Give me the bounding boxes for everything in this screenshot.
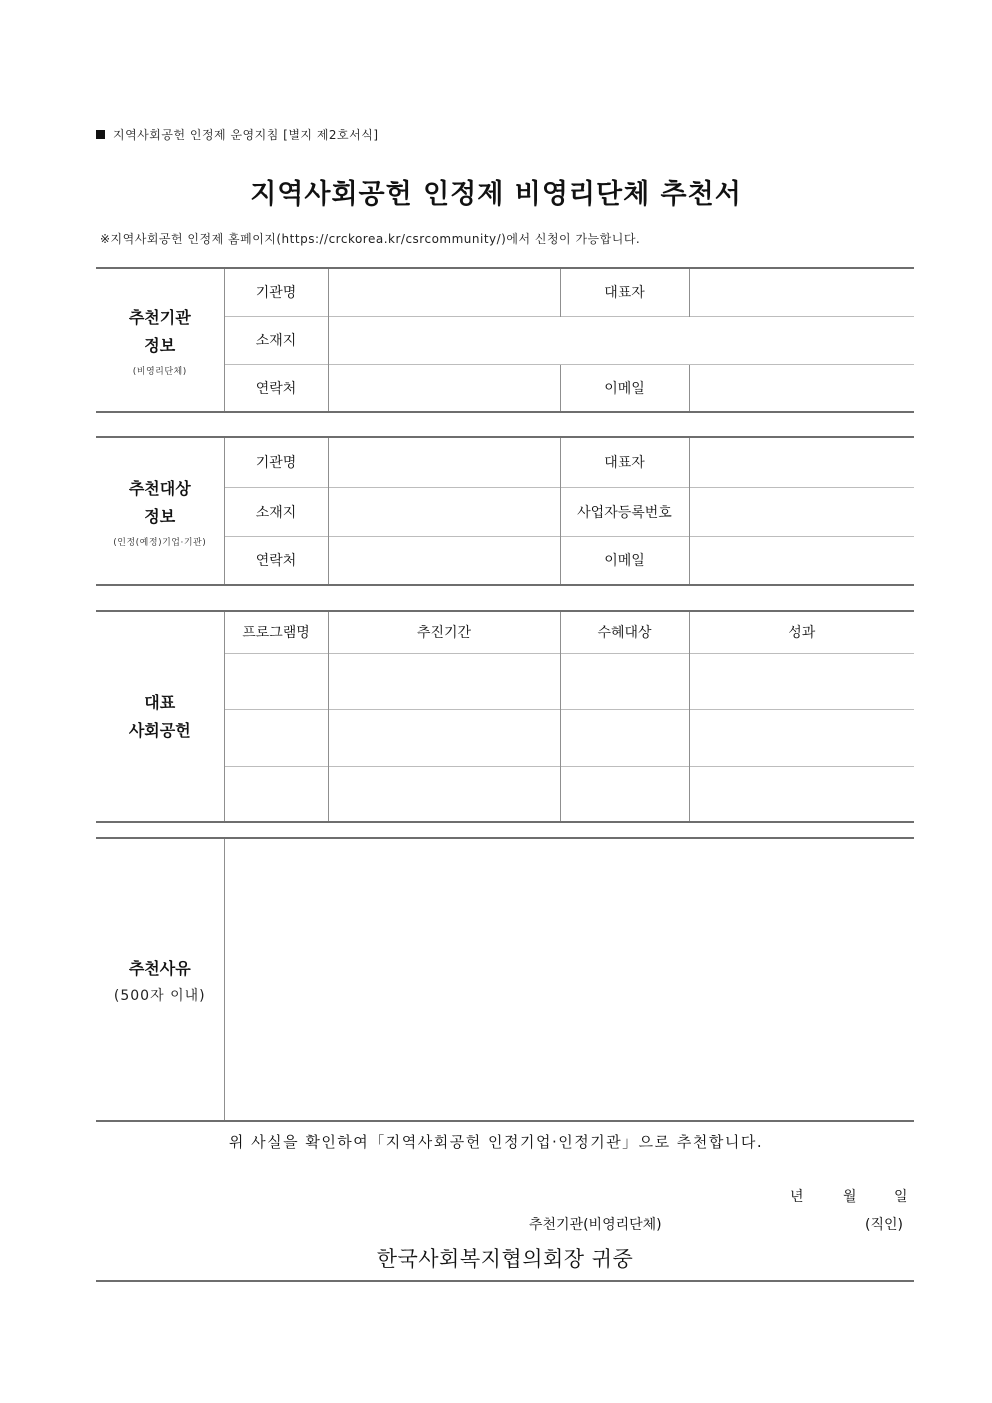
csr-row3-program-field[interactable] — [224, 766, 328, 822]
target-address-label: 소재지 — [224, 487, 328, 536]
csr-label: 대표 — [144, 692, 176, 712]
recommender-info-table — [96, 267, 914, 413]
target-representative-label: 대표자 — [560, 437, 689, 487]
recommender-email-field[interactable] — [689, 364, 914, 412]
recommender-label-2: 정보 — [144, 335, 176, 355]
csr-row2-period-field[interactable] — [328, 709, 560, 766]
csr-row1-period-field[interactable] — [328, 653, 560, 709]
official-seal-label: (직인) — [865, 1217, 903, 1233]
csr-row1-outcome-field[interactable] — [689, 653, 914, 709]
csr-section-label — [96, 611, 224, 822]
csr-row3-outcome-field[interactable] — [689, 766, 914, 822]
target-representative-field[interactable] — [689, 437, 914, 487]
target-email-field[interactable] — [689, 536, 914, 585]
form-reference-text: 지역사회공헌 인정제 운영지침 [별지 제2호서식] — [113, 128, 379, 142]
recommender-contact-label: 연락처 — [224, 364, 328, 412]
reason-label: 추천사유 — [128, 958, 191, 978]
csr-row3-beneficiary-field[interactable] — [560, 766, 689, 822]
csr-col-outcome: 성과 — [689, 611, 914, 653]
recommender-signature-label: 추천기관(비영리단체) — [529, 1217, 662, 1233]
reason-section-label — [96, 838, 224, 1121]
document-title: 지역사회공헌 인정제 비영리단체 추천서 — [250, 179, 742, 210]
target-label: 추천대상 — [128, 478, 191, 498]
csr-row1-beneficiary-field[interactable] — [560, 653, 689, 709]
recommender-section-label — [96, 268, 224, 412]
target-org-name-field[interactable] — [328, 437, 560, 487]
reason-text-field[interactable] — [224, 838, 914, 1121]
recommender-representative-field[interactable] — [689, 268, 914, 316]
csr-row2-program-field[interactable] — [224, 709, 328, 766]
recommender-org-name-label: 기관명 — [224, 268, 328, 316]
csr-row2-outcome-field[interactable] — [689, 709, 914, 766]
target-info-table — [96, 436, 914, 586]
csr-row3-period-field[interactable] — [328, 766, 560, 822]
square-bullet-icon — [96, 130, 105, 139]
confirmation-statement: 위 사실을 확인하여「지역사회공헌 인정기업·인정기관」으로 추천합니다. — [228, 1133, 764, 1151]
csr-col-period: 추진기간 — [328, 611, 560, 653]
form-reference — [96, 126, 379, 143]
target-contact-label: 연락처 — [224, 536, 328, 585]
date-month-label: 월 — [843, 1189, 857, 1205]
recommender-representative-label: 대표자 — [560, 268, 689, 316]
date-year-label: 년 — [790, 1189, 804, 1205]
bottom-divider — [96, 1280, 914, 1282]
addressee: 한국사회복지협의회장 귀중 — [376, 1247, 634, 1271]
target-org-name-label: 기관명 — [224, 437, 328, 487]
recommender-email-label: 이메일 — [560, 364, 689, 412]
recommender-contact-field[interactable] — [328, 364, 560, 412]
target-business-reg-label: 사업자등록번호 — [560, 487, 689, 536]
target-sublabel: (인정(예정)기업·기관) — [113, 537, 207, 548]
recommender-label: 추천기관 — [128, 307, 191, 327]
recommender-sublabel: (비영리단체) — [132, 366, 187, 377]
reason-sublabel: (500자 이내) — [113, 987, 206, 1004]
csr-col-beneficiary: 수혜대상 — [560, 611, 689, 653]
target-business-reg-field[interactable] — [689, 487, 914, 536]
target-label-2: 정보 — [144, 506, 176, 526]
target-section-label — [96, 437, 224, 585]
recommender-address-field[interactable] — [328, 316, 914, 364]
application-notice: ※지역사회공헌 인정제 홈페이지(https://crckorea.kr/csrcommunity/)에서 신청이 가능합니다. — [100, 232, 641, 246]
reason-table — [96, 837, 914, 1122]
target-contact-field[interactable] — [328, 536, 560, 585]
csr-program-table — [96, 610, 914, 823]
date-day-label: 일 — [894, 1189, 908, 1205]
target-email-label: 이메일 — [560, 536, 689, 585]
target-address-field[interactable] — [328, 487, 560, 536]
recommender-org-name-field[interactable] — [328, 268, 560, 316]
csr-row2-beneficiary-field[interactable] — [560, 709, 689, 766]
csr-row1-program-field[interactable] — [224, 653, 328, 709]
recommender-address-label: 소재지 — [224, 316, 328, 364]
csr-col-program-name: 프로그램명 — [224, 611, 328, 653]
csr-label-2: 사회공헌 — [128, 720, 191, 740]
